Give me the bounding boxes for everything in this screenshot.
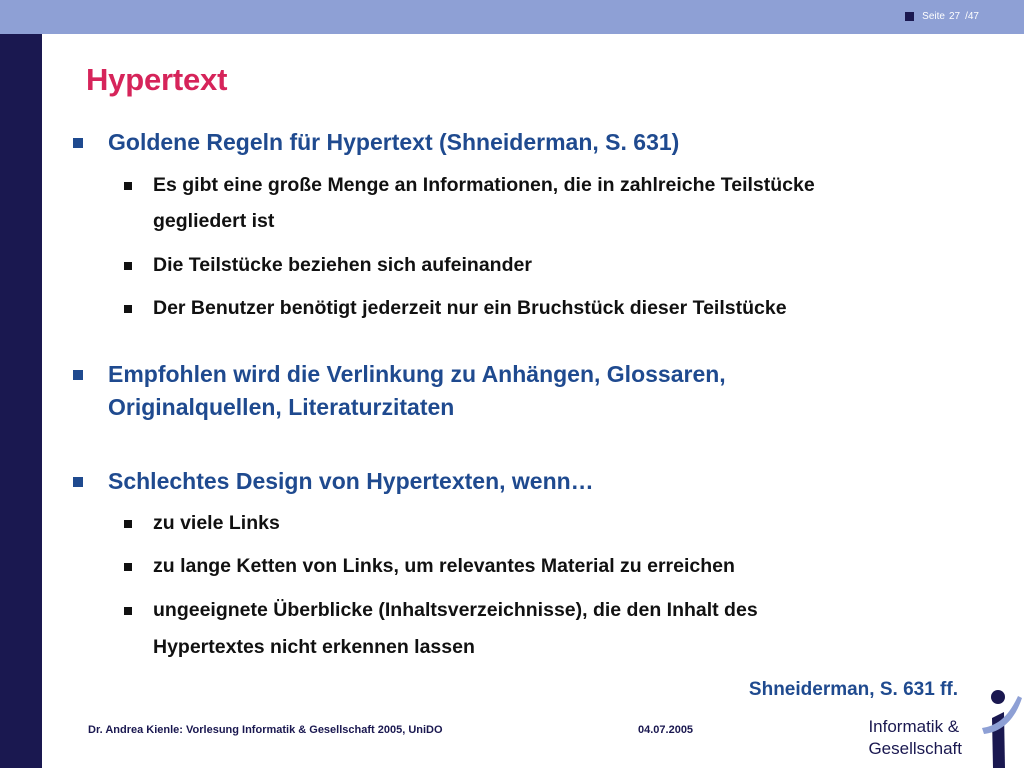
square-bullet-icon: [124, 607, 132, 615]
institution-name: [868, 716, 962, 760]
list-item-text: Die Teilstücke beziehen sich aufeinander: [153, 254, 532, 276]
source-reference: Shneiderman, S. 631 ff.: [748, 679, 958, 700]
list-item-text: zu lange Ketten von Links, um relevantes Material zu erreichen: [153, 555, 735, 577]
footer-date: 04.07.2005: [638, 724, 694, 736]
list-item-text: Der Benutzer benötigt jederzeit nur ein Bruchstück dieser Teilstücke: [153, 297, 787, 319]
logo-i-figure-icon: [978, 684, 1024, 768]
square-bullet-icon: [124, 182, 132, 190]
section-heading-continuation: [108, 391, 454, 424]
square-bullet-icon: [73, 370, 83, 380]
section-heading-text: Schlechtes Design von Hypertexten, wenn…: [108, 468, 594, 494]
page-label: Seite: [922, 11, 945, 22]
list-item: [153, 247, 532, 283]
list-item: [153, 167, 815, 203]
section-heading-text: Empfohlen wird die Verlinkung zu Anhängen, Glossaren,: [108, 361, 726, 387]
list-item-continuation: [153, 629, 475, 665]
list-item: [153, 505, 280, 541]
section-heading-text: Originalquellen, Literaturzitaten: [108, 394, 455, 420]
list-item-text: ungeeignete Überblicke (Inhaltsverzeichnisse), die den Inhalt des: [153, 599, 758, 621]
list-item-text: zu viele Links: [153, 512, 280, 534]
page-total: /47: [965, 11, 979, 22]
square-bullet-icon: [73, 138, 83, 148]
square-bullet-icon: [124, 520, 132, 528]
list-item: [153, 548, 735, 584]
square-bullet-icon: [124, 305, 132, 313]
section-heading: [108, 465, 594, 498]
slide-title: Hypertext: [86, 62, 228, 97]
section-heading-text: Goldene Regeln für Hypertext (Shneiderman, S. 631): [108, 129, 680, 155]
list-item-text: Hypertextes nicht erkennen lassen: [153, 636, 475, 658]
page-current: 27: [948, 11, 961, 22]
list-item: [153, 592, 758, 628]
list-item: [153, 290, 787, 326]
list-item-text: Es gibt eine große Menge an Informationen, die in zahlreiche Teilstücke: [153, 174, 815, 196]
section-heading: [108, 126, 679, 159]
list-item-continuation: [153, 203, 274, 239]
section-heading: [108, 358, 726, 391]
institution-line: Informatik &: [868, 717, 960, 736]
square-bullet-icon: [124, 563, 132, 571]
institution-line: Gesellschaft: [868, 739, 962, 758]
square-bullet-icon: [124, 262, 132, 270]
footer-author: Dr. Andrea Kienle: Vorlesung Informatik & Gesellschaft 2005, UniDO: [88, 724, 443, 736]
list-item-text: gegliedert ist: [153, 210, 275, 232]
square-bullet-icon: [73, 477, 83, 487]
